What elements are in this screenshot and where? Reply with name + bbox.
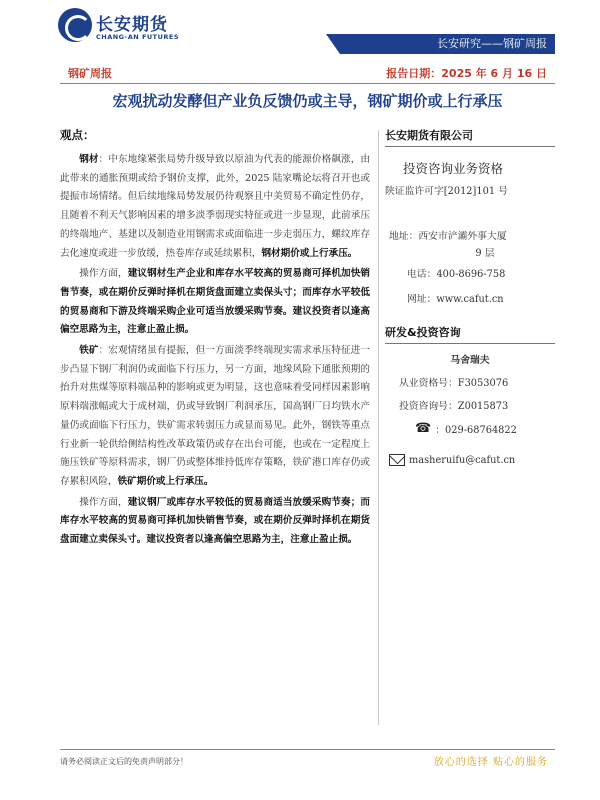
license-number: 陕证监许可字[2012]101 号: [385, 186, 508, 197]
steel-operations-paragraph: [60, 265, 370, 340]
iron-operations-paragraph: [60, 494, 370, 550]
analyst-name: 马舍瑞夫: [450, 355, 490, 366]
logo-chinese-name: 长安期货: [96, 15, 168, 35]
address-line-1: 地址：西安市浐灞外事大厦: [389, 231, 507, 242]
report-meta-row: [60, 62, 555, 84]
iron-text: ：宏观情绪虽有提振，但一方面淡季终端现实需求承压特征进一步凸显下钢厂利润仍或面临下行压力，另一方面，地缘风险下通胀预期的抬升对焦煤等原料端品种的影响或更为明显，这也意味着受同样因素影响原料端涨幅或大于成材端，仍或导致钢厂利润承压，国高钢厂日均铁水产量仍或面临下行压力，铁矿需求转弱压力或显而易见。此外，钢铁等重点行业新一轮供给侧结构性改革政策仍或存在出台可能，也或在一定程度上施压铁矿等原料需求，钢厂仍或整体维持低库存策略，铁矿港口库存仍或存累积风险，: [60, 345, 371, 487]
steel-text: ：中东地缘紧张局势升级导致以原油为代表的能源价格飙涨，由此带来的通胀预期或给予钢价支撑，此外，2025 陆家嘴论坛将召开也或提振市场情绪。但后续地缘局势发展仍待观察且中美贸易不确定性仍存，且随着不利天气影响因素的增多淡季弱现实特征或进一步显现，此前承压的终端地产、基建以及制造业用钢需求或面临进一步走弱压力，螺纹库存去化速度或进一步放缓，热卷库存或延续累积，: [60, 154, 371, 259]
company-name: 长安期货有限公司: [385, 127, 555, 147]
logo-english-name: CHANG-AN FUTURES: [96, 33, 180, 41]
iron-conclusion: 铁矿期价或上行承压。: [117, 475, 214, 487]
sidebar: [385, 127, 555, 466]
report-date: 报告日期：2025 年 6 月 16 日: [386, 67, 547, 80]
footer-disclaimer: 请务必阅读正文后的免责声明部分！: [60, 757, 188, 766]
mail-icon: [389, 454, 405, 466]
report-type: 钢矿周报: [68, 67, 112, 80]
analyst-email-row: [385, 454, 555, 466]
column-divider: [378, 130, 379, 725]
steel-conclusion: 钢材期价或上行承压。: [261, 247, 358, 259]
iron-ops-lead: 操作方面，: [79, 496, 128, 508]
steel-ops-advice: 建议钢材生产企业和库存水平较高的贸易商可择机加快销售节奏，或在期价反弹时择机在期货盘面建立卖保头寸；而库存水平较低的贸易商和下游及终端采购企业可适当放缓采购节奏。建议投资者以逢高偏空思路为主，注意止盈止损。: [60, 268, 371, 336]
iron-ops-advice: 建议钢厂或库存水平较低的贸易商适当放缓采购节奏；而库存水平较高的贸易商可择机加快销售节奏，或在期价反弹时择机在期货盘面建立卖保头寸。: [60, 496, 371, 546]
qualification-number: 从业资格号：F3053076: [399, 378, 509, 389]
advisory-number: 投资咨询号：Z0015873: [399, 401, 509, 412]
report-header: [0, 0, 600, 62]
company-website[interactable]: 网址：www.cafut.cn: [407, 294, 504, 305]
company-logo-icon: [58, 8, 92, 42]
main-content: [60, 127, 370, 552]
iron-paragraph: [60, 342, 370, 492]
qualification-title: 投资咨询业务资格: [403, 161, 504, 176]
footer-slogan: 放心的选择 贴心的服务: [433, 757, 548, 768]
steel-label: 钢材: [79, 154, 99, 165]
footer-divider: [60, 749, 555, 750]
report-series-tag: 长安研究——钢矿周报: [340, 34, 555, 54]
iron-ops-tail: 建议投资者以逢高偏空思路为主，注意止盈止损。: [146, 534, 358, 546]
steel-ops-lead: 操作方面，: [79, 268, 128, 280]
report-title: 宏观扰动发酵但产业负反馈仍或主导，钢矿期价或上行承压: [112, 92, 503, 110]
analyst-phone-row: [385, 421, 555, 436]
steel-paragraph: [60, 151, 370, 263]
company-phone: 电话：400-8696-758: [407, 269, 506, 280]
iron-label: 铁矿: [79, 345, 99, 357]
telephone-icon: ☎: [415, 421, 432, 436]
analyst-phone: ：029-68764822: [435, 424, 517, 436]
points-heading: 观点：: [60, 128, 95, 142]
analyst-email[interactable]: masheruifu@cafut.cn: [409, 454, 516, 466]
address-line-2: 9 层: [475, 248, 495, 259]
research-heading: 研发&投资咨询: [385, 324, 555, 344]
